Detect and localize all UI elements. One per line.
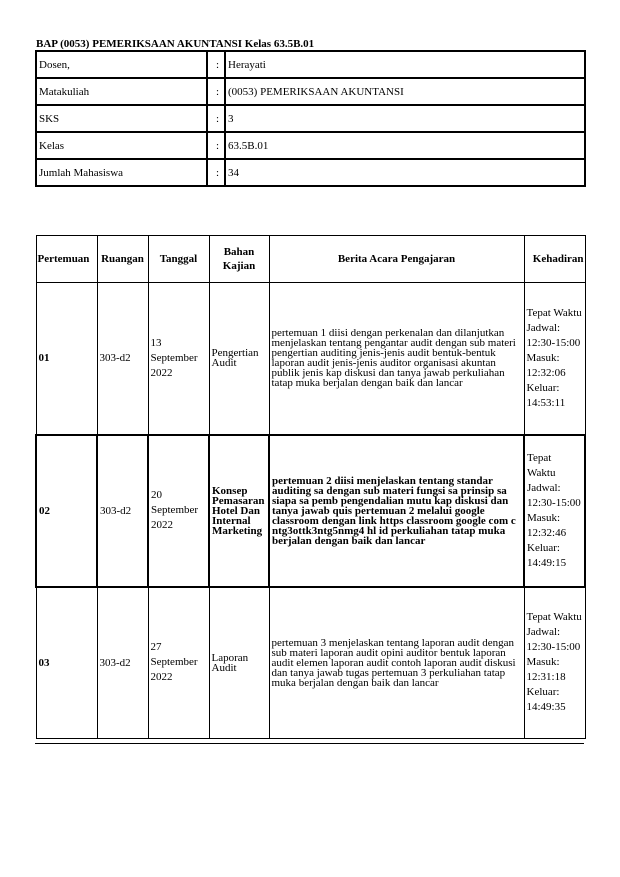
- cell-ruangan: 303-d2: [97, 283, 148, 435]
- info-separator: :: [207, 78, 225, 105]
- cell-pertemuan: 01: [36, 283, 97, 435]
- info-separator: :: [207, 132, 225, 159]
- cell-ruangan: 303-d2: [97, 435, 148, 587]
- info-value: (0053) PEMERIKSAAN AKUNTANSI: [225, 78, 585, 105]
- cell-bahan-kajian: Konsep Pemasaran Hotel Dan Internal Marketing: [209, 435, 269, 587]
- cell-kehadiran: Tepat Waktu Jadwal: 12:30-15:00 Masuk: 12:32:46 Keluar: 14:49:15: [524, 435, 585, 587]
- table-continuation-border: [35, 743, 584, 744]
- table-header-row: [36, 236, 585, 283]
- course-info-table: [35, 50, 586, 187]
- header-pertemuan: Pertemuan: [36, 236, 97, 283]
- info-row-sks: [36, 105, 585, 132]
- info-value: 34: [225, 159, 585, 186]
- document-title: BAP (0053) PEMERIKSAAN AKUNTANSI Kelas 63.5B.01: [36, 38, 315, 50]
- header-bahan-kajian: Bahan Kajian: [209, 236, 269, 283]
- cell-tanggal: 27 September 2022: [148, 587, 209, 739]
- cell-berita-acara: pertemuan 1 diisi dengan perkenalan dan dilanjutkan menjelaskan tentang pengantar audit dengan sub materi pengertian auditing jenis-jenis audit bentuk-bentuk laporan audit jenis-jenis auditor organisasi akuntan publik jenis kap diskusi dan tanya jawab perkuliahan tatap muka berjalan dengan baik dan lancar: [269, 283, 524, 435]
- header-kehadiran: Kehadiran: [524, 236, 585, 283]
- info-label: Dosen,: [36, 51, 207, 78]
- cell-pertemuan: 03: [36, 587, 97, 739]
- info-label: Matakuliah: [36, 78, 207, 105]
- info-separator: :: [207, 105, 225, 132]
- info-value: 63.5B.01: [225, 132, 585, 159]
- table-row: [36, 435, 585, 587]
- cell-pertemuan: 02: [36, 435, 97, 587]
- meeting-report-table: [35, 235, 586, 739]
- cell-bahan-kajian: Laporan Audit: [209, 587, 269, 739]
- table-row: [36, 587, 585, 739]
- header-berita-acara: Berita Acara Pengajaran: [269, 236, 524, 283]
- cell-berita-acara: pertemuan 2 diisi menjelaskan tentang standar auditing sa dengan sub materi fungsi sa prinsip sa siapa sa pemb pengendalian mutu kap diskusi dan tanya jawab quis pertemuan 2 melalui google classroom dengan link https classroom google com c ntg3ottk3ntg5nmg4 hl id perkuliahan tatap muka berjalan dengan baik dan lancar: [269, 435, 524, 587]
- info-row-matakuliah: [36, 78, 585, 105]
- info-row-jumlah-mahasiswa: [36, 159, 585, 186]
- cell-kehadiran: Tepat Waktu Jadwal: 12:30-15:00 Masuk: 12:31:18 Keluar: 14:49:35: [524, 587, 585, 739]
- info-row-kelas: [36, 132, 585, 159]
- info-label: Jumlah Mahasiswa: [36, 159, 207, 186]
- info-separator: :: [207, 159, 225, 186]
- info-label: SKS: [36, 105, 207, 132]
- cell-tanggal: 13 September 2022: [148, 283, 209, 435]
- table-row: [36, 283, 585, 435]
- cell-bahan-kajian: Pengertian Audit: [209, 283, 269, 435]
- info-value: 3: [225, 105, 585, 132]
- cell-ruangan: 303-d2: [97, 587, 148, 739]
- header-ruangan: Ruangan: [97, 236, 148, 283]
- info-value: Herayati: [225, 51, 585, 78]
- cell-kehadiran: Tepat Waktu Jadwal: 12:30-15:00 Masuk: 12:32:06 Keluar: 14:53:11: [524, 283, 585, 435]
- info-label: Kelas: [36, 132, 207, 159]
- info-separator: :: [207, 51, 225, 78]
- header-tanggal: Tanggal: [148, 236, 209, 283]
- info-row-dosen: [36, 51, 585, 78]
- cell-tanggal: 20 September 2022: [148, 435, 209, 587]
- cell-berita-acara: pertemuan 3 menjelaskan tentang laporan audit dengan sub materi laporan audit opini auditor bentuk laporan audit elemen laporan audit contoh laporan audit diskusi dan tanya jawab tugas pertemuan 3 perkuliahan tatap muka berjalan dengan baik dan lancar: [269, 587, 524, 739]
